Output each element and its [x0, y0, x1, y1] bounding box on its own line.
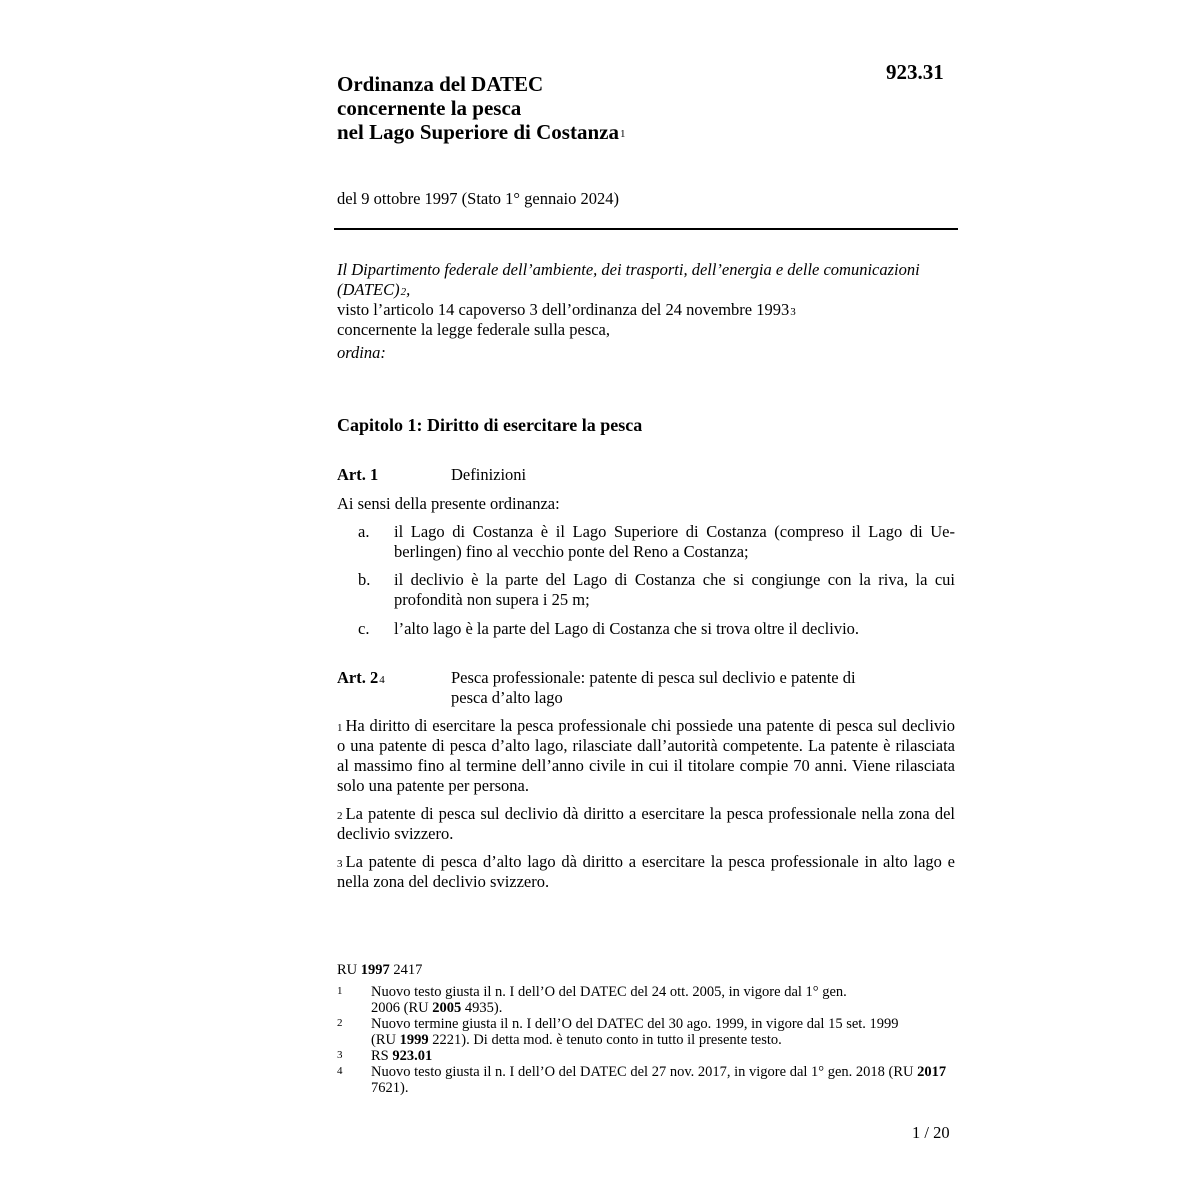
- preamble-basis: visto l’articolo 14 capoverso 3 dell’ordinanza del 24 novembre 1993$^3$ concernente la legge federale sulla pesca,: [337, 300, 796, 339]
- title-line: concernente la pesca: [337, 96, 522, 120]
- footnote-ref[interactable]: 2: [400, 286, 407, 298]
- article-intro: Ai sensi della presente ordinanza:: [337, 494, 560, 513]
- article-title: Pesca professionale: patente di pesca sul declivio e patente di pesca d’alto lago: [451, 668, 856, 707]
- footnote-ref[interactable]: 3: [790, 306, 796, 318]
- sr-number: 923.31: [886, 60, 944, 84]
- chapter-heading: Capitolo 1: Diritto di esercitare la pesca: [337, 415, 643, 435]
- preamble-decree: ordina:: [337, 343, 386, 362]
- article-paragraph: $^1$ Ha diritto di esercitare la pesca professionale chi possiede una patente di pesca sul declivio o una patente di pesca d’alto lago, rilasciate dall’autorità competente. La patente è rilasciata al massimo fino al termine dell’anno civile in cui il titolare compie 70 anni. Viene rilasciata solo una patente per persona.: [337, 716, 955, 795]
- list-item: b. il declivio è la parte del Lago di Costanza che si congiunge con la riva, la cui profondità non supera i 25 m;: [358, 570, 955, 609]
- article-title: Definizioni: [451, 465, 527, 484]
- footnote-ref[interactable]: 4: [379, 674, 385, 686]
- article-number: Art. 1: [337, 465, 379, 484]
- article-number: Art. 2$^4$: [337, 668, 385, 687]
- page-number: 1 / 20: [912, 1123, 950, 1142]
- article-paragraph: $^3$ La patente di pesca d’alto lago dà diritto a esercitare la pesca professionale in alto lago e nella zona del declivio svizzero.: [337, 852, 955, 891]
- list-item: a. il Lago di Costanza è il Lago Superiore di Costanza (compreso il Lago di Ue-berlingen) fino al vecchio ponte del Reno a Costanza;: [358, 522, 955, 561]
- preamble: [337, 260, 957, 363]
- article-paragraph: $^2$ La patente di pesca sul declivio dà diritto a esercitare la pesca professionale nella zona del declivio svizzero.: [337, 804, 955, 843]
- footnote-ref[interactable]: 1: [619, 128, 626, 140]
- ru-reference: RU 1997 2417: [337, 962, 423, 978]
- title-line: Ordinanza del DATEC: [337, 72, 544, 96]
- divider: [334, 228, 958, 230]
- article-heading: [337, 465, 957, 485]
- document-title: [337, 72, 625, 144]
- article-heading: [337, 668, 957, 708]
- preamble-authority: Il Dipartimento federale dell’ambiente, dei trasporti, dell’energia e delle comunicazioni (DATEC)$^2$,: [337, 260, 920, 299]
- document-date: del 9 ottobre 1997 (Stato 1° gennaio 2024): [337, 189, 620, 208]
- footnotes: RU 1997 2417 1 Nuovo testo giusta il n. I dell’O del DATEC del 24 ott. 2005, in vigore dal 1° gen. 2006 (RU 2005 4935). 2 Nuovo termine giusta il n. I dell’O del DATEC del 30 ago. 1999, in vigore dal 15 set. 1999 (RU 1999 2221). Di detta mod. è tenuto conto in tutto il presente testo. 3 RS 923.01 4 Nuovo testo giusta il n. I dell’O del DATEC del 27 nov. 2017, in vigore dal 1° gen. 2018 (RU 2017 7621).: [337, 962, 957, 1102]
- title-line: nel Lago Superiore di Costanza$^1$: [337, 120, 626, 144]
- list-item: c. l’alto lago è la parte del Lago di Costanza che si trova oltre il declivio.: [358, 619, 860, 638]
